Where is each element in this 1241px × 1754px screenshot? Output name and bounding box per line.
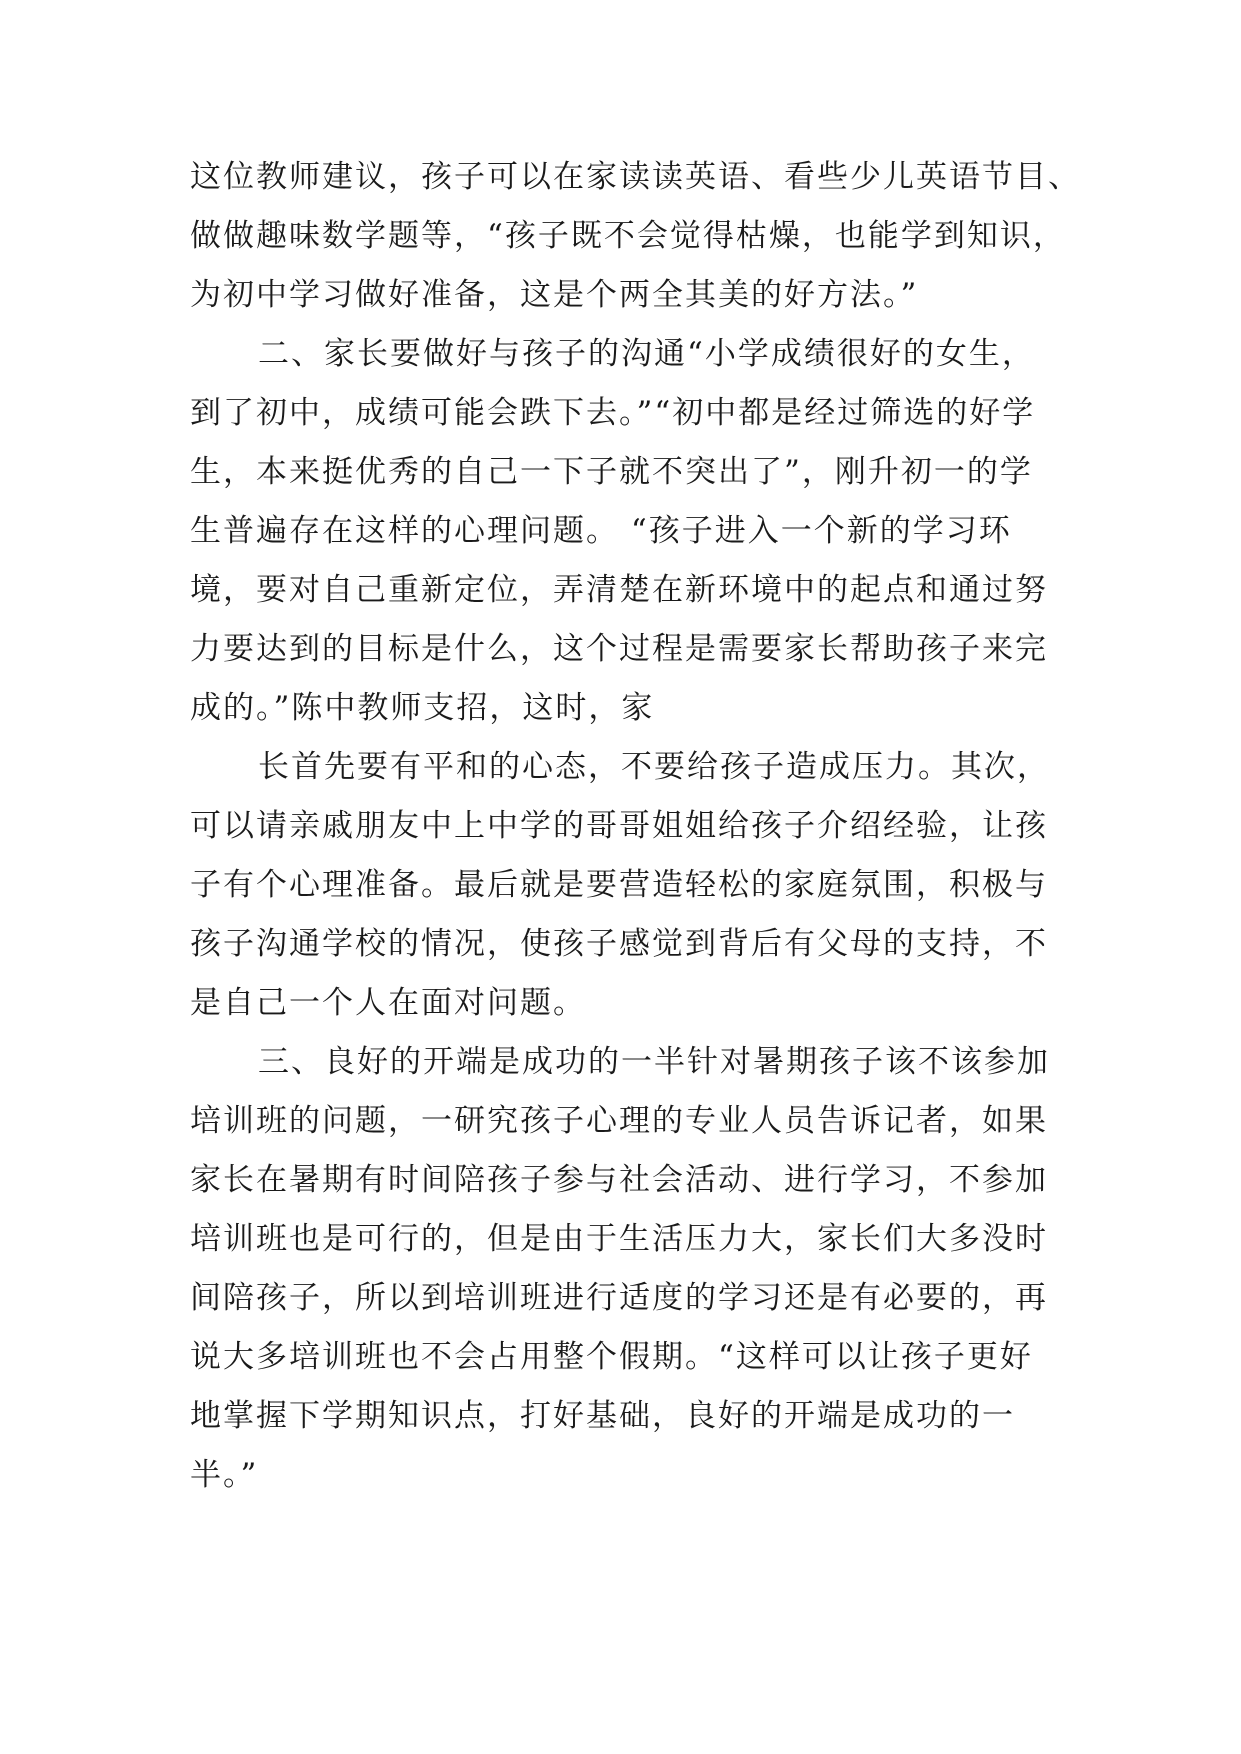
text-line: 半。” — [190, 1457, 259, 1493]
text-line: 三、良好的开端是成功的一半针对暑期孩子该不该参加 — [258, 1044, 1050, 1080]
text-line: 生，本来挺优秀的自己一下子就不突出了”，刚升初一的学 — [190, 454, 1033, 490]
text-line: 地掌握下学期知识点，打好基础，良好的开端是成功的一 — [190, 1398, 1015, 1434]
text-line: 为初中学习做好准备，这是个两全其美的好方法。” — [190, 277, 919, 313]
text-line: 成的。”陈中教师支招，这时，家 — [190, 690, 655, 726]
text-line: 间陪孩子，所以到培训班进行适度的学习还是有必要的，再 — [190, 1280, 1048, 1316]
text-line: 到了初中，成绩可能会跌下去。”“初中都是经过筛选的好学 — [190, 395, 1036, 431]
text-line: 培训班的问题，一研究孩子心理的专业人员告诉记者，如果 — [190, 1103, 1048, 1139]
text-line: 境，要对自己重新定位，弄清楚在新环境中的起点和通过努 — [190, 572, 1048, 608]
text-line: 生普遍存在这样的心理问题。 “孩子进入一个新的学习环 — [190, 513, 1012, 549]
text-line: 力要达到的目标是什么，这个过程是需要家长帮助孩子来完 — [190, 631, 1048, 667]
text-line: 是自己一个人在面对问题。 — [190, 985, 586, 1021]
text-line: 二、家长要做好与孩子的沟通“小学成绩很好的女生， — [258, 336, 1035, 372]
text-line: 这位教师建议，孩子可以在家读读英语、看些少儿英语节目、 — [190, 159, 1081, 195]
text-line: 做做趣味数学题等，“孩子既不会觉得枯燥，也能学到知识， — [190, 218, 1066, 254]
text-line: 说大多培训班也不会占用整个假期。“这样可以让孩子更好 — [190, 1339, 1033, 1375]
text-line: 可以请亲戚朋友中上中学的哥哥姐姐给孩子介绍经验，让孩 — [190, 808, 1048, 844]
text-line: 长首先要有平和的心态，不要给孩子造成压力。其次， — [258, 749, 1050, 785]
text-line: 子有个心理准备。最后就是要营造轻松的家庭氛围，积极与 — [190, 867, 1048, 903]
body-text — [190, 148, 1090, 1505]
text-line: 培训班也是可行的，但是由于生活压力大，家长们大多没时 — [190, 1221, 1048, 1257]
text-line: 家长在暑期有时间陪孩子参与社会活动、进行学习，不参加 — [190, 1162, 1048, 1198]
text-line: 孩子沟通学校的情况，使孩子感觉到背后有父母的支持，不 — [190, 926, 1048, 962]
